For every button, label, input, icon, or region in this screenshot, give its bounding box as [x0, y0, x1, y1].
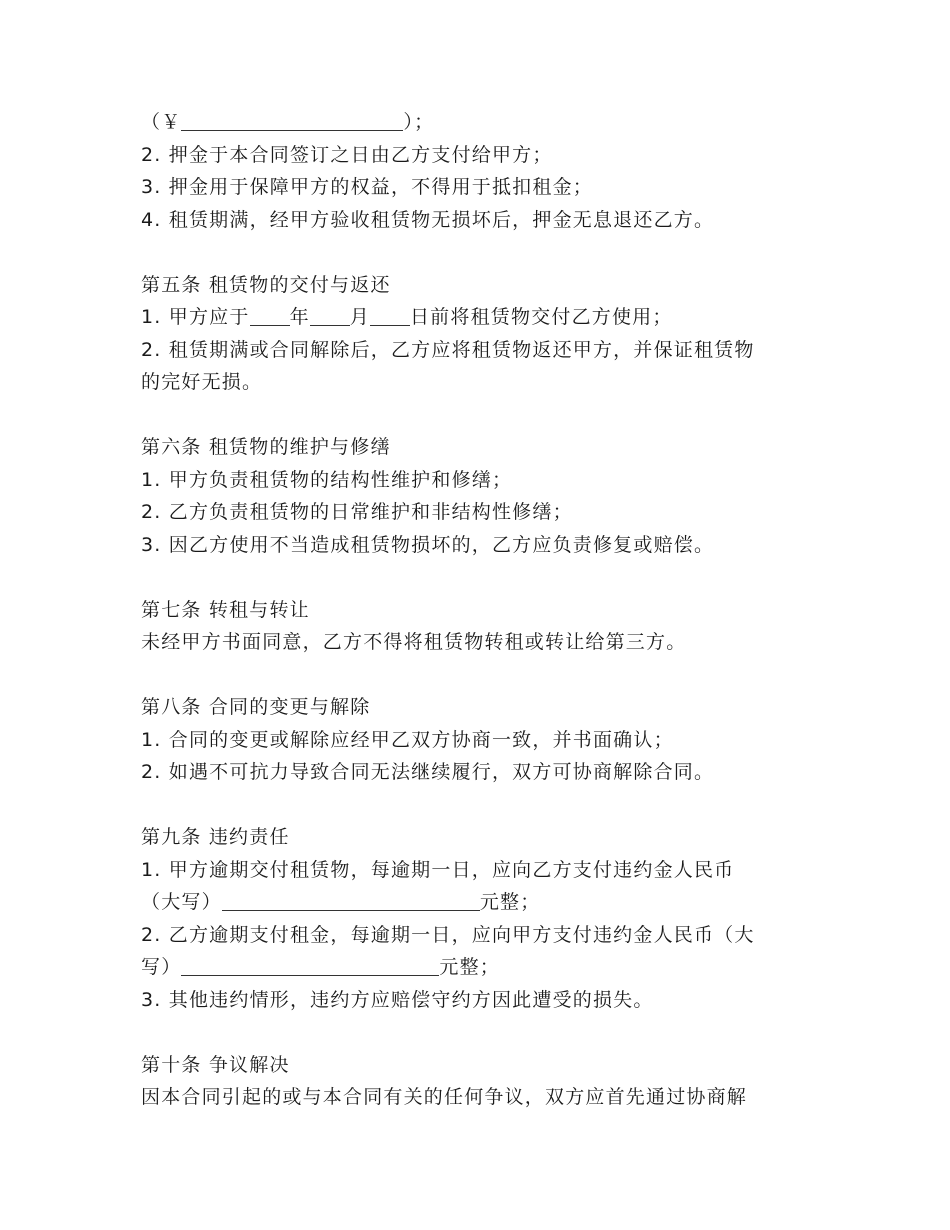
article-5-item-1-text-b: 日前将租赁物交付乙方使用；	[409, 306, 673, 328]
article-10-title: 第十条 争议解决	[141, 1053, 290, 1076]
deposit-amount-open: （￥	[141, 111, 182, 133]
penalty-a-suffix: 元整；	[479, 891, 541, 913]
spacer	[141, 659, 821, 692]
article-5-item-2-line-1: 2. 租赁期满或合同解除后，乙方应将租赁物返还甲方，并保证租赁物	[141, 338, 755, 361]
article-6-item-3: 3. 因乙方使用不当造成租赁物损坏的，乙方应负责修复或赔偿。	[141, 533, 715, 556]
article-8-item-2: 2. 如遇不可抗力导致合同无法继续履行，双方可协商解除合同。	[141, 761, 715, 783]
article-9-item-3: 3. 其他违约情形，违约方应赔偿守约方因此遭受的损失。	[141, 988, 654, 1011]
article-6-item-2: 2. 乙方负责租赁物的日常维护和非结构性修缮；	[141, 501, 573, 523]
spacer	[141, 399, 821, 432]
deposit-amount-close: ）；	[403, 111, 435, 133]
article-8-title: 第八条 合同的变更与解除	[141, 696, 371, 718]
article-8-item-1: 1. 合同的变更或解除应经甲乙双方协商一致，并书面确认；	[141, 728, 674, 751]
month-blank	[310, 305, 350, 326]
spacer	[141, 236, 821, 269]
article-6-title: 第六条 租赁物的维护与修缮	[141, 436, 391, 458]
spacer	[141, 561, 821, 594]
penalty-a-blank	[222, 890, 480, 911]
penalty-b-blank	[181, 955, 439, 976]
penalty-a-label: （大写）	[141, 891, 222, 913]
month-label: 月	[349, 306, 370, 328]
article-5-item-1-text-a: 1. 甲方应于	[141, 306, 250, 328]
year-label: 年	[289, 306, 310, 328]
day-blank	[370, 305, 410, 326]
penalty-b-suffix: 元整；	[439, 956, 501, 978]
penalty-b-label: 写）	[141, 956, 182, 978]
article-9-item-2-line-2	[141, 951, 821, 984]
deposit-item-4: 4. 租赁期满，经甲方验收租赁物无损坏后，押金无息退还乙方。	[141, 208, 715, 231]
article-7-title: 第七条 转租与转让	[141, 598, 310, 621]
article-9-item-2-line-1: 2. 乙方逾期支付租金，每逾期一日，应向甲方支付违约金人民币（大	[141, 923, 755, 946]
spacer	[141, 1016, 821, 1049]
article-9-title: 第九条 违约责任	[141, 826, 290, 848]
document-body	[141, 106, 821, 1114]
article-7-body: 未经甲方书面同意，乙方不得将租赁物转租或转让给第三方。	[141, 631, 687, 653]
article-5-item-2-line-2: 的完好无损。	[141, 371, 263, 393]
article-5-item-1	[141, 301, 821, 334]
article-6-item-1: 1. 甲方负责租赁物的结构性维护和修缮；	[141, 468, 513, 491]
article-10-body-line-1: 因本合同引起的或与本合同有关的任何争议，双方应首先通过协商解	[141, 1086, 748, 1108]
article-5-title: 第五条 租赁物的交付与返还	[141, 273, 391, 296]
deposit-item-3: 3. 押金用于保障甲方的权益，不得用于抵扣租金；	[141, 176, 593, 198]
deposit-item-2: 2. 押金于本合同签订之日由乙方支付给甲方；	[141, 143, 553, 166]
year-blank	[250, 305, 290, 326]
article-9-item-1-line-1: 1. 甲方逾期交付租赁物，每逾期一日，应向乙方支付违约金人民币	[141, 858, 735, 881]
article-9-item-1-line-2	[141, 886, 821, 919]
deposit-amount-line	[141, 106, 821, 139]
deposit-amount-blank	[181, 110, 403, 131]
spacer	[141, 789, 821, 822]
